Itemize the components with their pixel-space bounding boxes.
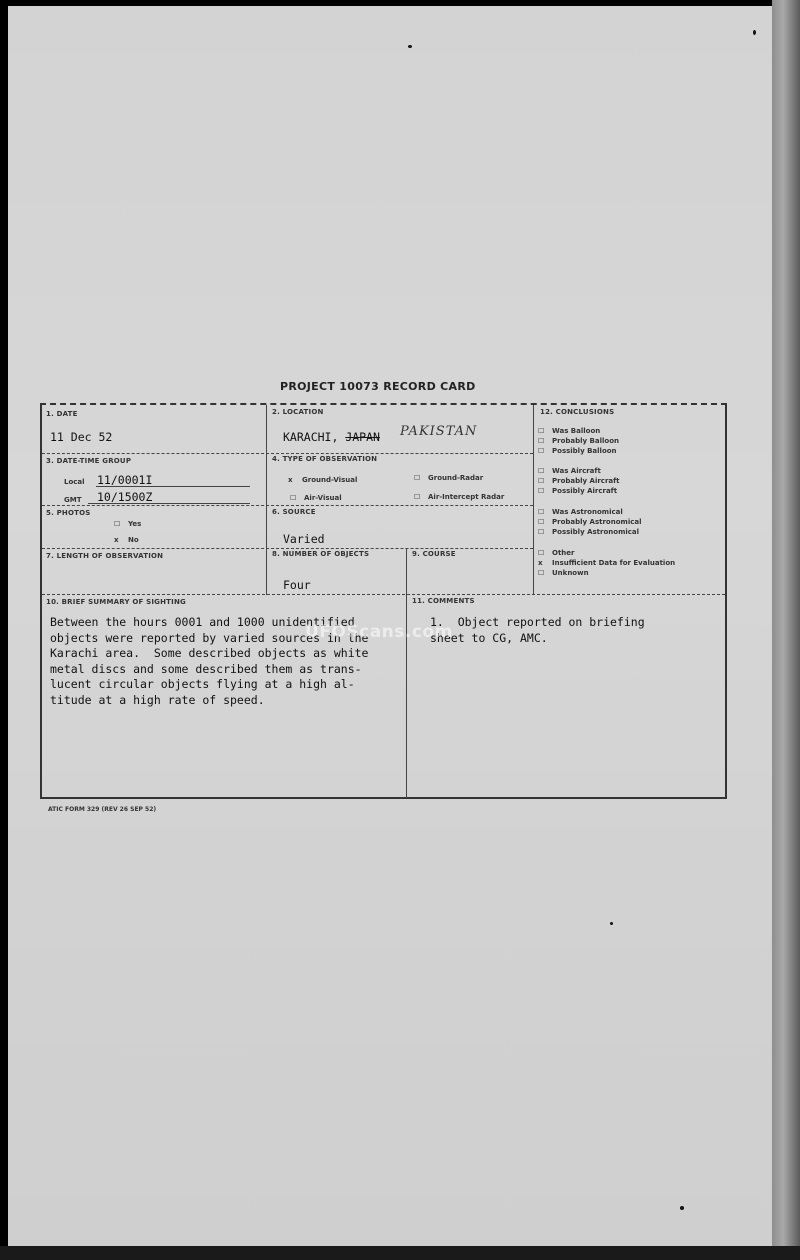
scan-bottom-edge: [0, 1246, 800, 1260]
watermark: UFOScans.com: [305, 622, 453, 642]
num-objects-label: 8. NUMBER OF OBJECTS: [272, 550, 370, 558]
source-label: 6. SOURCE: [272, 508, 316, 516]
num-objects-value: Four: [283, 578, 311, 592]
conclusion-label: Was Astronomical: [552, 508, 623, 516]
photos-no-check: x: [114, 536, 119, 544]
conclusion-box: ☐: [538, 427, 545, 435]
divider: [42, 505, 533, 506]
air-visual-box: ☐: [290, 494, 297, 502]
conclusion-check: x: [538, 559, 543, 567]
conclusion-option: [538, 477, 620, 485]
conclusion-label: Insufficient Data for Evaluation: [552, 559, 676, 567]
conclusion-label: Possibly Balloon: [552, 447, 617, 455]
conclusion-option: [538, 427, 600, 435]
source-value: Varied: [283, 532, 325, 546]
conclusion-option: [538, 467, 601, 475]
card-title: PROJECT 10073 RECORD CARD: [280, 380, 476, 393]
conclusions-label: 12. CONCLUSIONS: [540, 408, 615, 416]
length-label: 7. LENGTH OF OBSERVATION: [46, 552, 164, 560]
conclusion-option: [538, 437, 619, 445]
conclusion-box: ☐: [538, 467, 545, 475]
conclusion-label: Possibly Aircraft: [552, 487, 618, 495]
conclusion-box: ☐: [538, 508, 545, 516]
ground-visual-check: x: [288, 476, 293, 484]
scan-edge: [772, 0, 800, 1260]
conclusion-box: ☐: [538, 437, 545, 445]
ground-radar-box: ☐: [414, 474, 421, 482]
course-label: 9. COURSE: [412, 550, 456, 558]
dtg-label: 3. DATE-TIME GROUP: [46, 457, 132, 465]
comments-text: 1. Object reported on briefing sheet to CG, AMC.: [430, 615, 645, 645]
summary-text: Between the hours 0001 and 1000 unidentified objects were reported by varied sources in the Karachi area. Some described objects as white metal discs and some described them as trans- lucent circular objects flying at a high al- titude at a high rate of speed.: [50, 615, 369, 707]
location-label: 2. LOCATION: [272, 408, 324, 416]
underline: [88, 503, 250, 504]
underline: [96, 486, 250, 487]
conclusion-label: Possibly Astronomical: [552, 528, 640, 536]
speck: [753, 30, 756, 35]
conclusion-option: [538, 528, 639, 536]
form-number: ATIC FORM 329 (REV 26 SEP 52): [48, 806, 157, 813]
summary-label: 10. BRIEF SUMMARY OF SIGHTING: [46, 598, 186, 606]
conclusion-label: Was Balloon: [552, 427, 601, 435]
air-intercept-option: ☐ Air-Intercept Radar: [414, 493, 505, 501]
conclusion-box: ☐: [538, 477, 545, 485]
conclusion-box: ☐: [538, 518, 545, 526]
conclusion-option: [538, 549, 574, 557]
ground-radar-option: ☐ Ground-Radar: [414, 474, 484, 482]
dtg-local-label: Local: [64, 478, 85, 486]
conclusion-box: ☐: [538, 447, 545, 455]
conclusion-option: [538, 559, 675, 567]
divider: [42, 548, 533, 549]
photos-label: 5. PHOTOS: [46, 509, 91, 517]
divider: [42, 453, 533, 454]
conclusion-box: ☐: [538, 549, 545, 557]
conclusion-option: [538, 487, 617, 495]
conclusion-label: Was Aircraft: [552, 467, 601, 475]
dtg-local-value: 11/0001I: [97, 473, 153, 487]
photos-no: x No: [114, 536, 139, 544]
speck: [408, 45, 412, 48]
comments-label: 11. COMMENTS: [412, 597, 475, 605]
speck: [610, 922, 613, 925]
conclusion-label: Other: [552, 549, 575, 557]
type-obs-label: 4. TYPE OF OBSERVATION: [272, 455, 378, 463]
date-label: 1. DATE: [46, 410, 78, 418]
divider: [406, 548, 407, 798]
air-visual-option: ☐ Air-Visual: [290, 494, 342, 502]
divider: [266, 405, 267, 595]
location-struck: JAPAN: [345, 430, 380, 444]
conclusion-option: [538, 518, 642, 526]
conclusion-label: Probably Aircraft: [552, 477, 620, 485]
conclusion-option: [538, 508, 623, 516]
location-handwritten: PAKISTAN: [400, 424, 478, 439]
conclusion-box: ☐: [538, 569, 545, 577]
conclusion-label: Probably Balloon: [552, 437, 619, 445]
conclusion-box: ☐: [538, 487, 545, 495]
conclusion-label: Probably Astronomical: [552, 518, 642, 526]
conclusion-option: [538, 569, 589, 577]
photos-yes-box: ☐: [114, 520, 121, 528]
location-typed: KARACHI,: [283, 430, 346, 444]
photos-yes: ☐ Yes: [114, 520, 142, 528]
speck: [680, 1206, 684, 1210]
conclusion-label: Unknown: [552, 569, 589, 577]
conclusion-option: [538, 447, 617, 455]
divider: [42, 594, 725, 595]
location-value: [283, 430, 380, 444]
ground-visual-option: x Ground-Visual: [288, 476, 358, 484]
air-intercept-box: ☐: [414, 493, 421, 501]
dtg-gmt-value: 10/1500Z: [97, 490, 153, 504]
conclusion-box: ☐: [538, 528, 545, 536]
divider: [533, 405, 534, 595]
date-value: 11 Dec 52: [50, 430, 113, 444]
dtg-gmt-label: GMT: [64, 496, 82, 504]
